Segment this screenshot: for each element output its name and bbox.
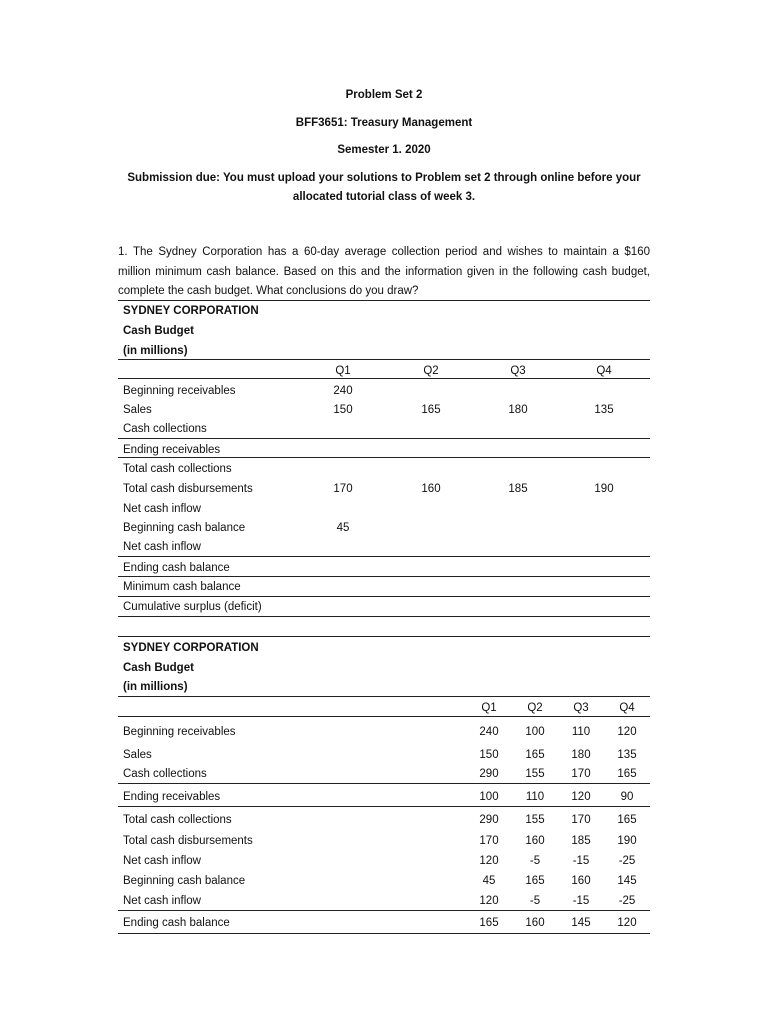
cell-value: 150	[333, 404, 353, 416]
cell-value: 155	[525, 814, 545, 826]
cell-value: 100	[525, 726, 545, 738]
submission-note	[118, 169, 650, 207]
question-line-2: million minimum cash balance. Based on this and the information given in the following cash budget,	[118, 265, 650, 278]
cell-value: -15	[572, 895, 590, 907]
table-top-rule	[118, 300, 650, 301]
row-label: Net cash inflow	[123, 895, 201, 907]
row-label: Total cash collections	[123, 463, 232, 475]
semester-label: Semester 1. 2020	[337, 144, 431, 156]
cell-value: 120	[479, 895, 499, 907]
table-company: SYDNEY CORPORATION	[123, 305, 259, 317]
cell-value: 165	[479, 917, 499, 929]
cell-value: -15	[572, 855, 590, 867]
cell-value: 165	[617, 768, 637, 780]
cell-value: 145	[617, 875, 637, 887]
cell-value: 170	[479, 835, 499, 847]
cell-value: 90	[620, 791, 634, 803]
table-row-rule	[118, 910, 650, 911]
cell-value: 100	[479, 791, 499, 803]
column-header-q1: Q1	[335, 365, 351, 377]
submission-line-1: Submission due: You must upload your solutions to Problem set 2 through online before your	[127, 172, 641, 184]
cell-value: 290	[479, 768, 499, 780]
cell-value: 110	[571, 726, 591, 738]
column-header-q3: Q3	[573, 702, 589, 714]
cell-value: -5	[529, 855, 541, 867]
row-label: Minimum cash balance	[123, 581, 241, 593]
question-line-3: complete the cash budget. What conclusions do you draw?	[118, 285, 419, 297]
cell-value: 180	[508, 404, 528, 416]
row-label: Cash collections	[123, 423, 207, 435]
cell-value: 110	[525, 791, 545, 803]
cell-value: 120	[617, 917, 637, 929]
cell-value: 155	[525, 768, 545, 780]
cell-value: 160	[525, 835, 545, 847]
column-header-q4: Q4	[596, 365, 612, 377]
cell-value: 165	[617, 814, 637, 826]
cell-value: 185	[571, 835, 591, 847]
row-label: Ending receivables	[123, 444, 221, 456]
cell-value: 120	[617, 726, 637, 738]
table-company: SYDNEY CORPORATION	[123, 642, 259, 654]
table-header-rule	[118, 359, 650, 360]
row-label: Ending cash balance	[123, 917, 230, 929]
table-row-rule	[118, 933, 650, 934]
table-row-rule	[118, 596, 650, 597]
cell-value: 45	[482, 875, 496, 887]
column-header-q2: Q2	[423, 365, 439, 377]
cell-value: -5	[529, 895, 541, 907]
row-label: Total cash disbursements	[123, 483, 253, 495]
row-label: Net cash inflow	[123, 855, 201, 867]
cell-value: 165	[525, 749, 545, 761]
table-row-rule	[118, 616, 650, 617]
cell-value: 150	[479, 749, 499, 761]
cell-value: 160	[421, 483, 441, 495]
cell-value: 135	[617, 749, 637, 761]
cell-value: -25	[618, 895, 636, 907]
row-label: Sales	[123, 749, 152, 761]
table-name: Cash Budget	[123, 662, 194, 674]
table-row-rule	[118, 576, 650, 577]
row-label: Beginning receivables	[123, 726, 236, 738]
cell-value: 190	[617, 835, 637, 847]
cell-value: 185	[508, 483, 528, 495]
row-label: Sales	[123, 404, 152, 416]
row-label: Beginning cash balance	[123, 522, 246, 534]
table-header-rule	[118, 696, 650, 697]
table-row-rule	[118, 636, 650, 637]
cell-value: 170	[333, 483, 353, 495]
table-header-rule	[118, 378, 650, 379]
cell-value: 180	[571, 749, 591, 761]
cell-value: 160	[525, 917, 545, 929]
table-row-rule	[118, 457, 650, 458]
row-label: Total cash disbursements	[123, 835, 253, 847]
row-label: Ending receivables	[123, 791, 221, 803]
column-header-q2: Q2	[527, 702, 543, 714]
cell-value: 170	[571, 814, 591, 826]
submission-line-2: allocated tutorial class of week 3.	[292, 191, 476, 203]
table-units: (in millions)	[123, 681, 188, 693]
table-header-rule	[118, 716, 650, 717]
cell-value: 120	[571, 791, 591, 803]
row-label: Beginning cash balance	[123, 875, 246, 887]
cell-value: 165	[525, 875, 545, 887]
cell-value: 170	[571, 768, 591, 780]
column-header-q3: Q3	[510, 365, 526, 377]
course-title: BFF3651: Treasury Management	[295, 117, 473, 129]
table-name: Cash Budget	[123, 325, 194, 337]
row-label: Cash collections	[123, 768, 207, 780]
row-label: Ending cash balance	[123, 562, 230, 574]
row-label: Net cash inflow	[123, 503, 201, 515]
cell-value: 120	[479, 855, 499, 867]
cell-value: 240	[333, 385, 353, 397]
cell-value: 240	[479, 726, 499, 738]
row-label: Cumulative surplus (deficit)	[123, 601, 262, 613]
table-row-rule	[118, 556, 650, 557]
cell-value: 160	[571, 875, 591, 887]
cell-value: 290	[479, 814, 499, 826]
cell-value: -25	[618, 855, 636, 867]
table-row-rule	[118, 783, 650, 784]
column-header-q4: Q4	[619, 702, 635, 714]
table-row-rule	[118, 806, 650, 807]
table-row-rule	[118, 438, 650, 439]
document-title: Problem Set 2	[345, 89, 423, 101]
cell-value: 145	[571, 917, 591, 929]
row-label: Beginning receivables	[123, 385, 236, 397]
cell-value: 135	[594, 404, 614, 416]
question-paragraph	[118, 243, 650, 302]
column-header-q1: Q1	[481, 702, 497, 714]
row-label: Total cash collections	[123, 814, 232, 826]
cell-value: 45	[336, 522, 350, 534]
cell-value: 165	[421, 404, 441, 416]
table-units: (in millions)	[123, 345, 188, 357]
row-label: Net cash inflow	[123, 541, 201, 553]
question-line-1: 1. The Sydney Corporation has a 60-day average collection period and wishes to maintain a $160	[118, 246, 650, 258]
cell-value: 190	[594, 483, 614, 495]
